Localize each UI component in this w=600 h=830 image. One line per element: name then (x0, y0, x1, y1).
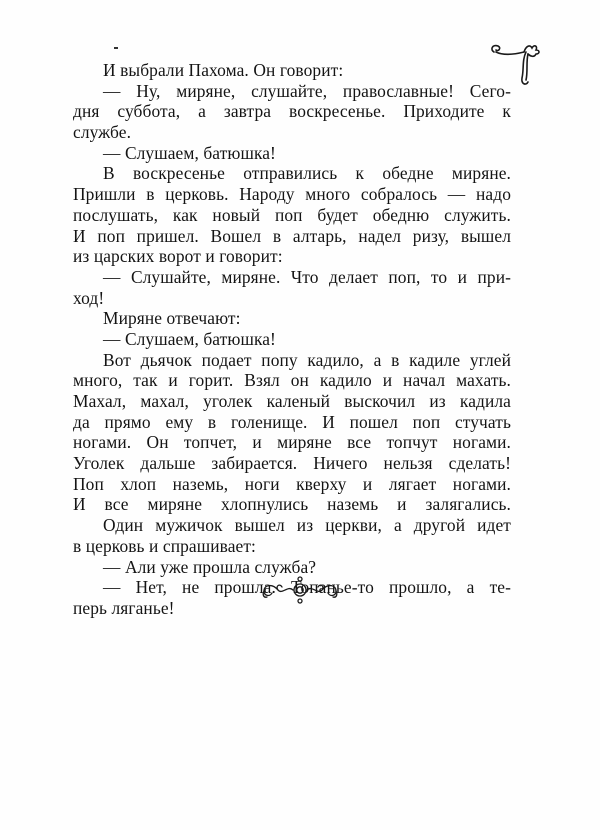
text-line: да прямо ему в голенище. И пошел поп стучать (73, 411, 511, 432)
text-line: много, так и горит. Взял он кадило и начал махать. (73, 370, 511, 391)
text-line: из царских ворот и говорит: (73, 246, 283, 267)
text-line: — Слушайте, миряне. Что делает поп, то и при- (103, 266, 511, 287)
text-line: И все миряне хлопнулись наземь и залягались. (73, 494, 511, 515)
text-line: послушать, как новый поп будет обедню служить. (73, 204, 511, 225)
text-line: в церковь и спрашивает: (73, 535, 256, 556)
text-line: — Нет, не прошла. Топанье-то прошло, а те- (103, 577, 511, 598)
text-line: И выбрали Пахома. Он говорит: (103, 60, 344, 80)
text-line: В воскресенье отправились к обедне миряне. (103, 163, 511, 184)
text-line: Поп хлоп наземь, ноги кверху и лягает ногами. (73, 473, 511, 494)
text-line: Уголек дальше забирается. Ничего нельзя сделать! (73, 453, 511, 474)
text-line: — Слушаем, батюшка! (103, 142, 276, 163)
text-line: И поп пришел. Вошел в алтарь, надел ризу, вышел (73, 225, 511, 246)
text-line: ногами. Он топчет, и миряне все топчут ногами. (73, 432, 511, 453)
text-line: службе. (73, 122, 132, 143)
text-line: Вот дьячок подает попу кадило, а в кадиле углей (103, 349, 511, 370)
text-line: дня суббота, а завтра воскресенье. Приходите к (73, 101, 511, 122)
text-line: — Слушаем, батюшка! (103, 328, 276, 349)
page-body-text (73, 60, 511, 619)
print-speck (114, 47, 118, 49)
text-line: перь ляганье! (73, 597, 175, 618)
text-line: Один мужичок вышел из церкви, а другой идет (103, 515, 511, 536)
text-line: — Али уже прошла служба? (103, 556, 317, 577)
text-line: ход! (73, 287, 105, 308)
scroll-vignette-icon (258, 575, 342, 605)
text-line: — Ну, миряне, слушайте, православные! Сего- (103, 80, 511, 101)
text-line: Пришли в церковь. Народу много собралось — надо (73, 184, 511, 205)
text-line: Миряне отвечают: (103, 308, 241, 329)
text-line: Махал, махал, уголек каленый выскочил из кадила (73, 391, 511, 411)
